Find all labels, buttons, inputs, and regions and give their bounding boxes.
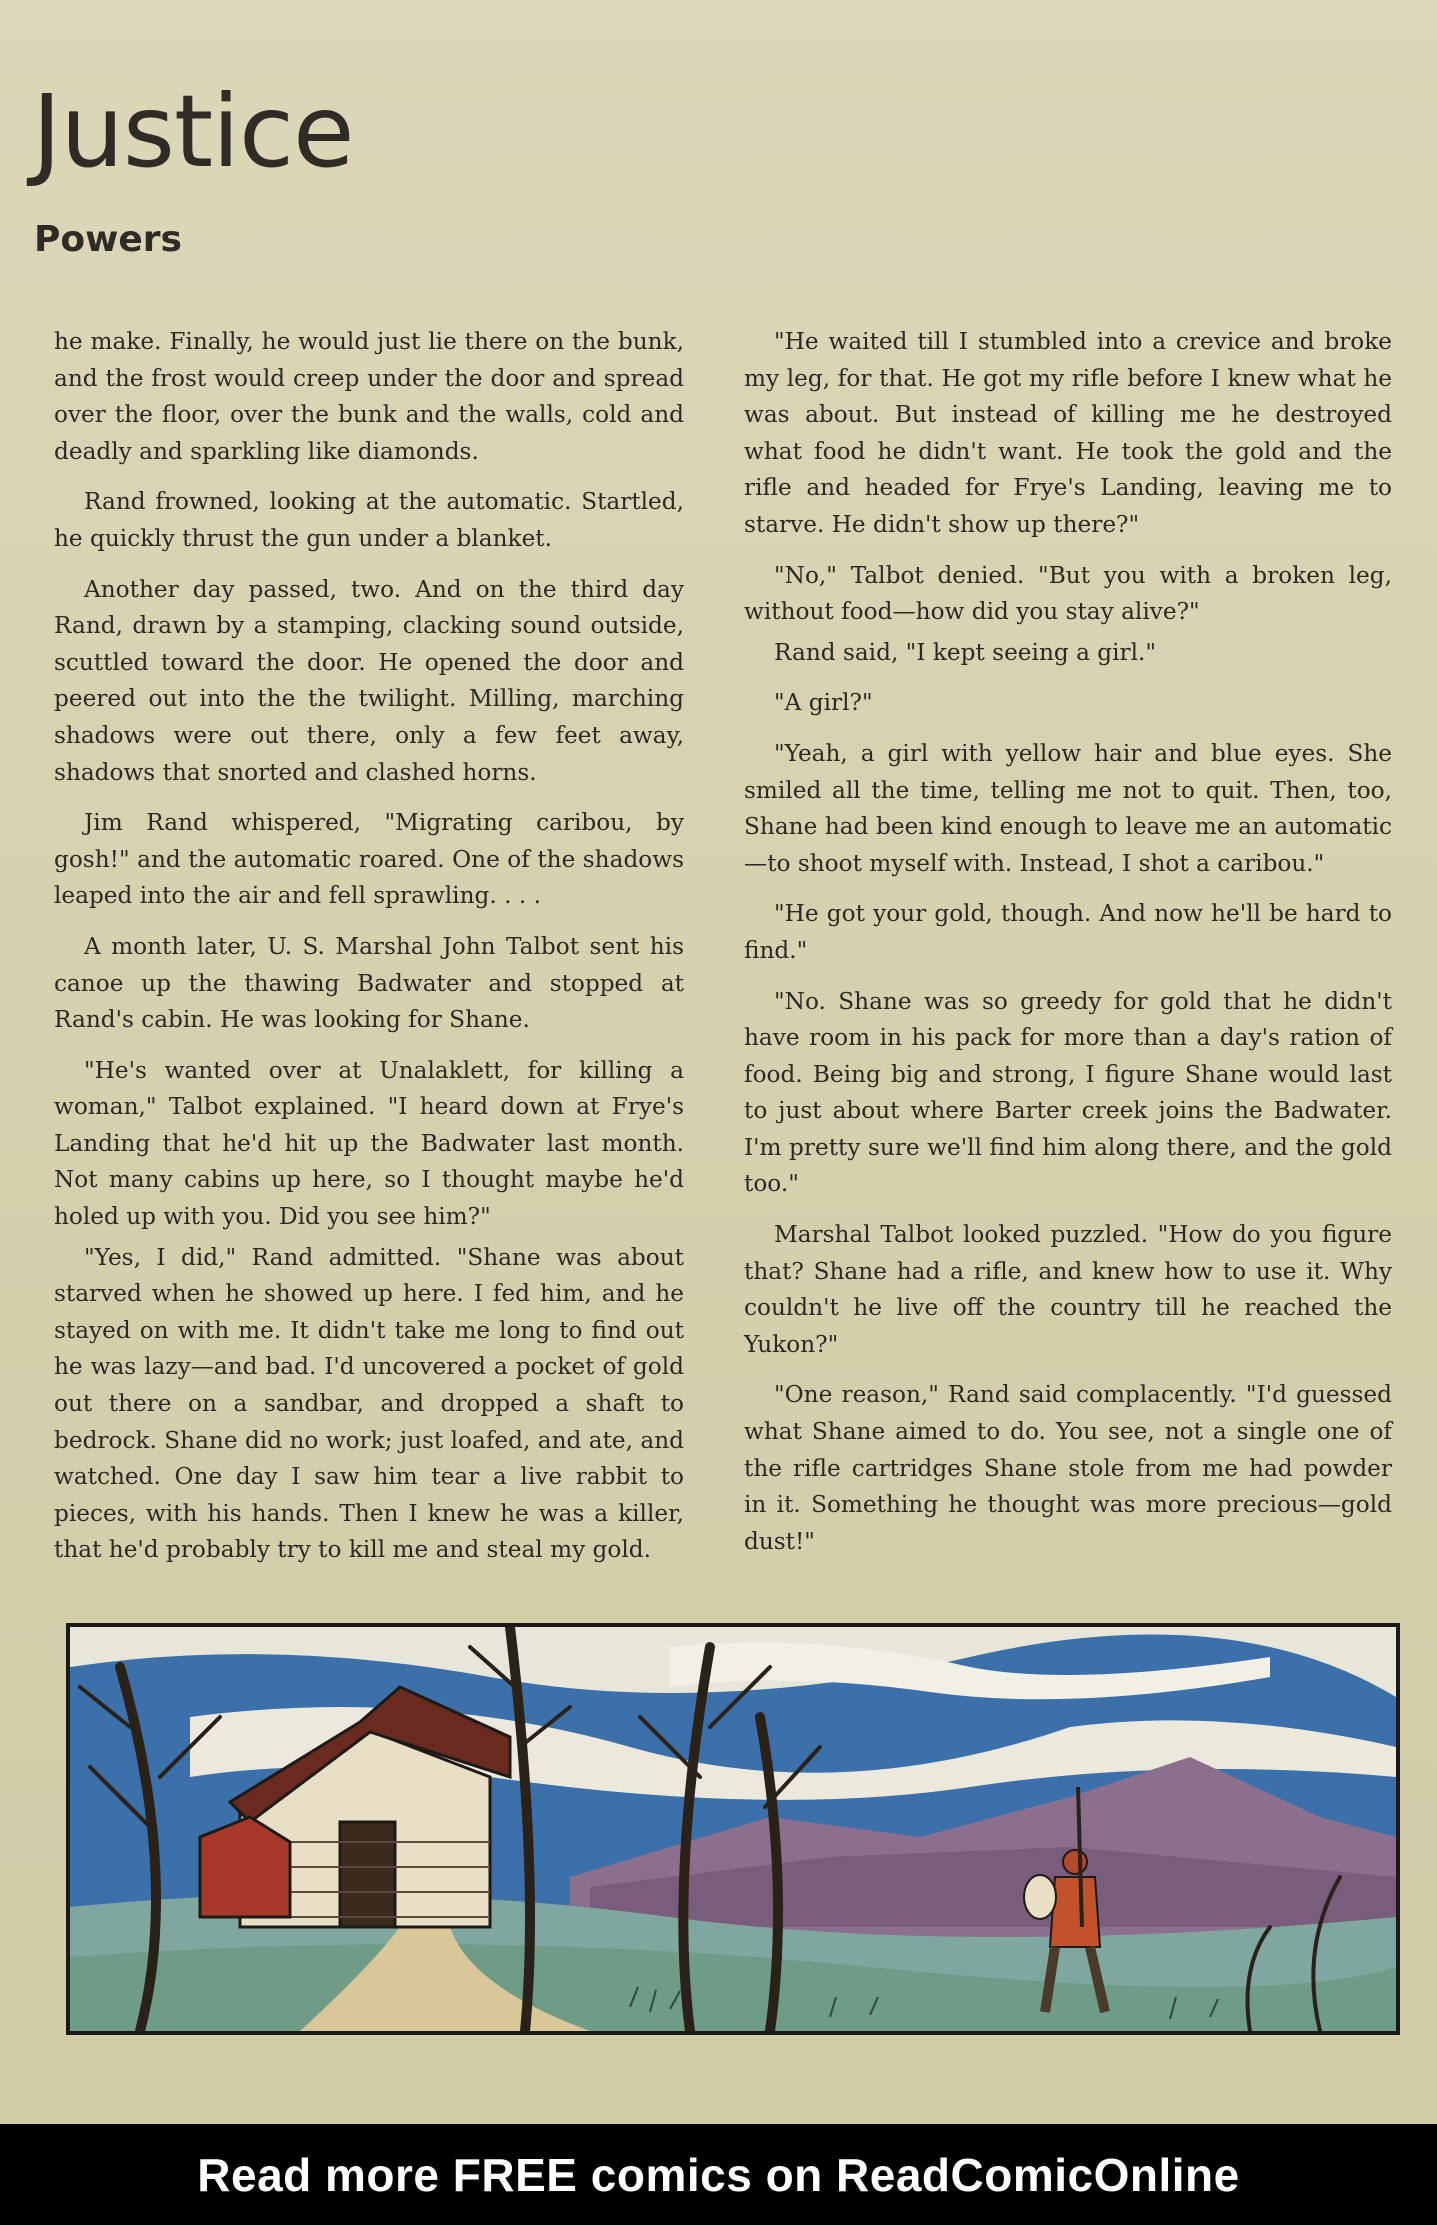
promo-banner-text[interactable]: Read more FREE comics on ReadComicOnline bbox=[197, 2148, 1240, 2201]
cabin-illustration bbox=[66, 1623, 1400, 2035]
paragraph: "No. Shane was so greedy for gold that he didn't have room in his pack for more than a day's ration of food. Being big and strong, I figure Shane would last to just about where Barter creek joins the Badwater. I'm pretty sure we'll find him along there, and the gold too." bbox=[744, 987, 1392, 1198]
left-text-column bbox=[54, 324, 684, 1583]
paragraph: "Yes, I did," Rand admitted. "Shane was about starved when he showed up here. I fed him, and he stayed on with me. It didn't take me long to find out he was lazy—and bad. I'd uncovered a pocket of gold out there on a sandbar, and dropped a shaft to bedrock. Shane did no work; just loafed, and ate, and watched. One day I saw him tear a live rabbit to pieces, with his hands. Then I knew he was a killer, that he'd probably try to kill me and steal my gold. bbox=[54, 1243, 684, 1564]
right-text-column bbox=[744, 324, 1392, 1574]
paragraph: "He's wanted over at Unalaklett, for killing a woman," Talbot explained. "I heard down at Frye's Landing that he'd hit up the Badwater last month. Not many cabins up here, so I thought maybe he'd holed up with you. Did you see him?" bbox=[54, 1056, 684, 1231]
promo-banner[interactable] bbox=[0, 2124, 1437, 2225]
paragraph: "A girl?" bbox=[774, 689, 873, 717]
paragraph: Rand said, "I kept seeing a girl." bbox=[774, 638, 1157, 666]
paragraph: Rand frowned, looking at the automatic. Startled, he quickly thrust the gun under a blanket. bbox=[54, 488, 684, 552]
paragraph: "He got your gold, though. And now he'll be hard to find." bbox=[744, 900, 1392, 964]
paragraph: "Yeah, a girl with yellow hair and blue eyes. She smiled all the time, telling me not to quit. Then, too, Shane had been kind enough to leave me an automatic—to shoot myself with. Instead, I shot a caribou." bbox=[744, 739, 1392, 877]
paragraph: "No," Talbot denied. "But you with a broken leg, without food—how did you stay alive?" bbox=[744, 561, 1392, 626]
paragraph: "He waited till I stumbled into a crevice and broke my leg, for that. He got my rifle before I knew what he was about. But instead of killing me he destroyed what food he didn't want. He took the gold and the rifle and headed for Frye's Landing, leaving me to starve. He didn't show up there?" bbox=[744, 328, 1392, 538]
paragraph: A month later, U. S. Marshal John Talbot sent his canoe up the thawing Badwater and stopped at Rand's cabin. He was looking for Shane. bbox=[54, 932, 684, 1034]
author-byline: Powers bbox=[34, 219, 182, 260]
paragraph: Marshal Talbot looked puzzled. "How do you figure that? Shane had a rifle, and knew how to use it. Why couldn't he live off the country till he reached the Yukon?" bbox=[744, 1221, 1392, 1358]
story-title: Justice bbox=[32, 73, 354, 190]
paragraph: "One reason," Rand said complacently. "I'd guessed what Shane aimed to do. You see, not a single one of the rifle cartridges Shane stole from me had powder in it. Something he thought was more precious—gold dust!" bbox=[744, 1381, 1392, 1555]
cabin-scene-image bbox=[70, 1627, 1396, 2031]
paragraph: Jim Rand whispered, "Migrating caribou, by gosh!" and the automatic roared. One of the shadows leaped into the air and fell sprawling. . . . bbox=[54, 809, 684, 910]
paragraph: he make. Finally, he would just lie there on the bunk, and the frost would creep under the door and spread over the floor, over the bunk and the walls, cold and deadly and sparkling like diamonds. bbox=[54, 328, 684, 465]
paragraph: Another day passed, two. And on the third day Rand, drawn by a stamping, clacking sound outside, scuttled toward the door. He opened the door and peered out into the the twilight. Milling, marching shadows were out there, only a few feet away, shadows that snorted and clashed horns. bbox=[54, 575, 684, 786]
